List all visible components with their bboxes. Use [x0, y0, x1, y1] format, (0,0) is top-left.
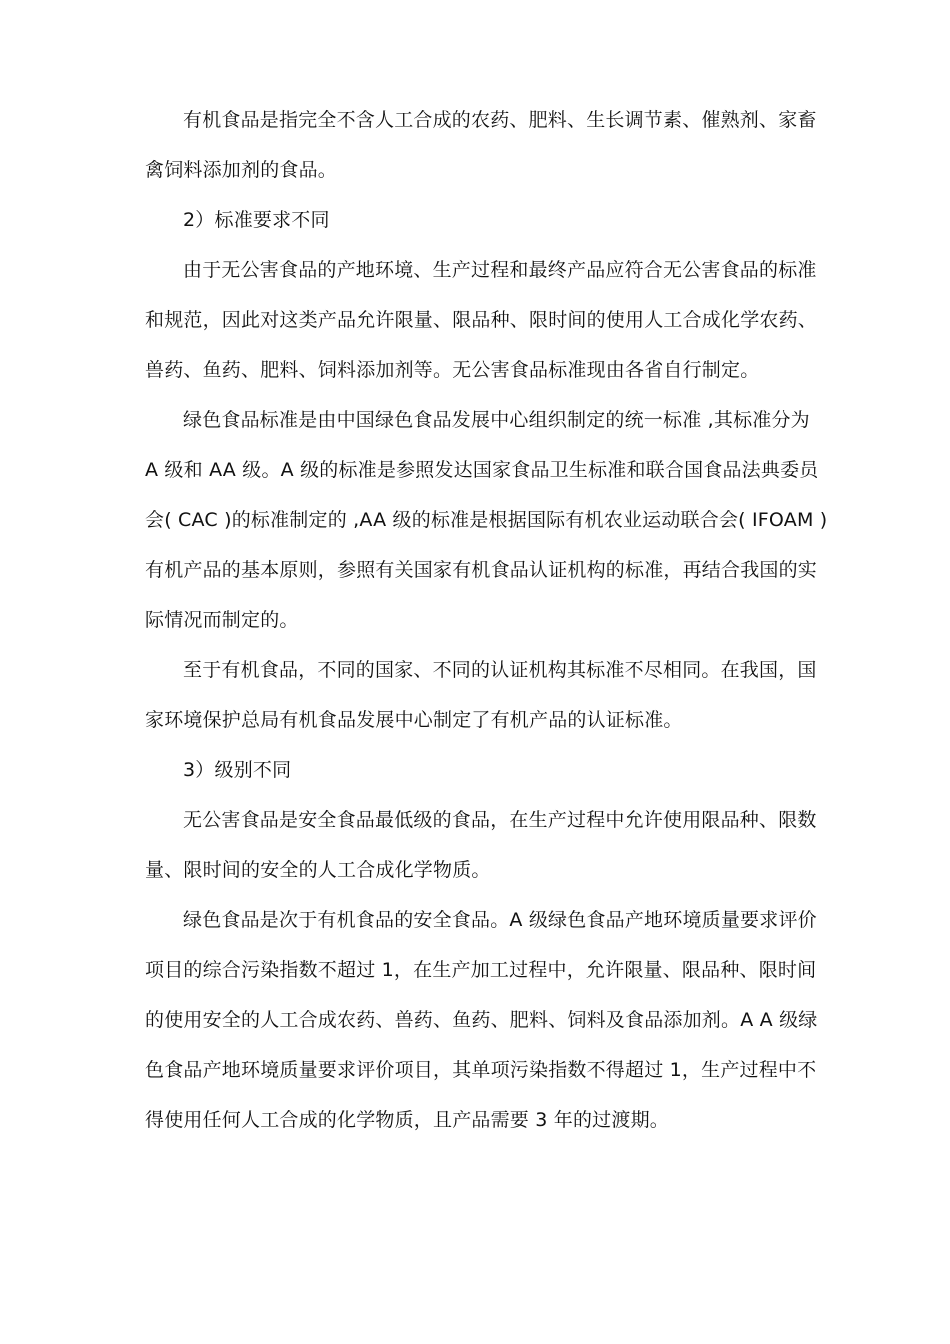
text-line: 际情况而制定的。: [145, 609, 299, 631]
text-line: 量、限时间的安全的人工合成化学物质。: [145, 859, 491, 881]
text-line: 色食品产地环境质量要求评价项目，其单项污染指数不得超过 1，生产过程中不: [145, 1059, 817, 1081]
text-line: 由于无公害食品的产地环境、生产过程和最终产品应符合无公害食品的标准: [183, 259, 817, 281]
text-line: A 级和 AA 级。A 级的标准是参照发达国家食品卫生标准和联合国食品法典委员: [145, 459, 819, 481]
text-line: 的使用安全的人工合成农药、兽药、鱼药、肥料、饲料及食品添加剂。A A 级绿: [145, 1009, 818, 1031]
text-line: 无公害食品是安全食品最低级的食品，在生产过程中允许使用限品种、限数: [183, 809, 817, 831]
text-line: 绿色食品是次于有机食品的安全食品。A 级绿色食品产地环境质量要求评价: [183, 909, 817, 931]
text-line: 禽饲料添加剂的食品。: [145, 159, 338, 181]
section-heading: 2）标准要求不同: [183, 209, 330, 231]
text-line: 兽药、鱼药、肥料、饲料添加剂等。无公害食品标准现由各省自行制定。: [145, 359, 760, 381]
text-line: 至于有机食品，不同的国家、不同的认证机构其标准不尽相同。在我国，国: [183, 659, 817, 681]
text-line: 和规范，因此对这类产品允许限量、限品种、限时间的使用人工合成化学农药、: [145, 309, 818, 331]
text-line: 家环境保护总局有机食品发展中心制定了有机产品的认证标准。: [145, 709, 683, 731]
section-heading: 3）级别不同: [183, 759, 292, 781]
text-line: 绿色食品标准是由中国绿色食品发展中心组织制定的统一标准 ,其标准分为: [183, 409, 810, 431]
text-line: 有机产品的基本原则，参照有关国家有机食品认证机构的标准，再结合我国的实: [145, 559, 818, 581]
text-line: 有机食品是指完全不含人工合成的农药、肥料、生长调节素、催熟剂、家畜: [183, 109, 817, 131]
text-line: 会( CAC )的标准制定的 ,AA 级的标准是根据国际有机农业运动联合会( IFOAM ): [145, 509, 828, 531]
text-line: 项目的综合污染指数不超过 1，在生产加工过程中，允许限量、限品种、限时间: [145, 959, 817, 981]
text-line: 得使用任何人工合成的化学物质，且产品需要 3 年的过渡期。: [145, 1109, 669, 1131]
